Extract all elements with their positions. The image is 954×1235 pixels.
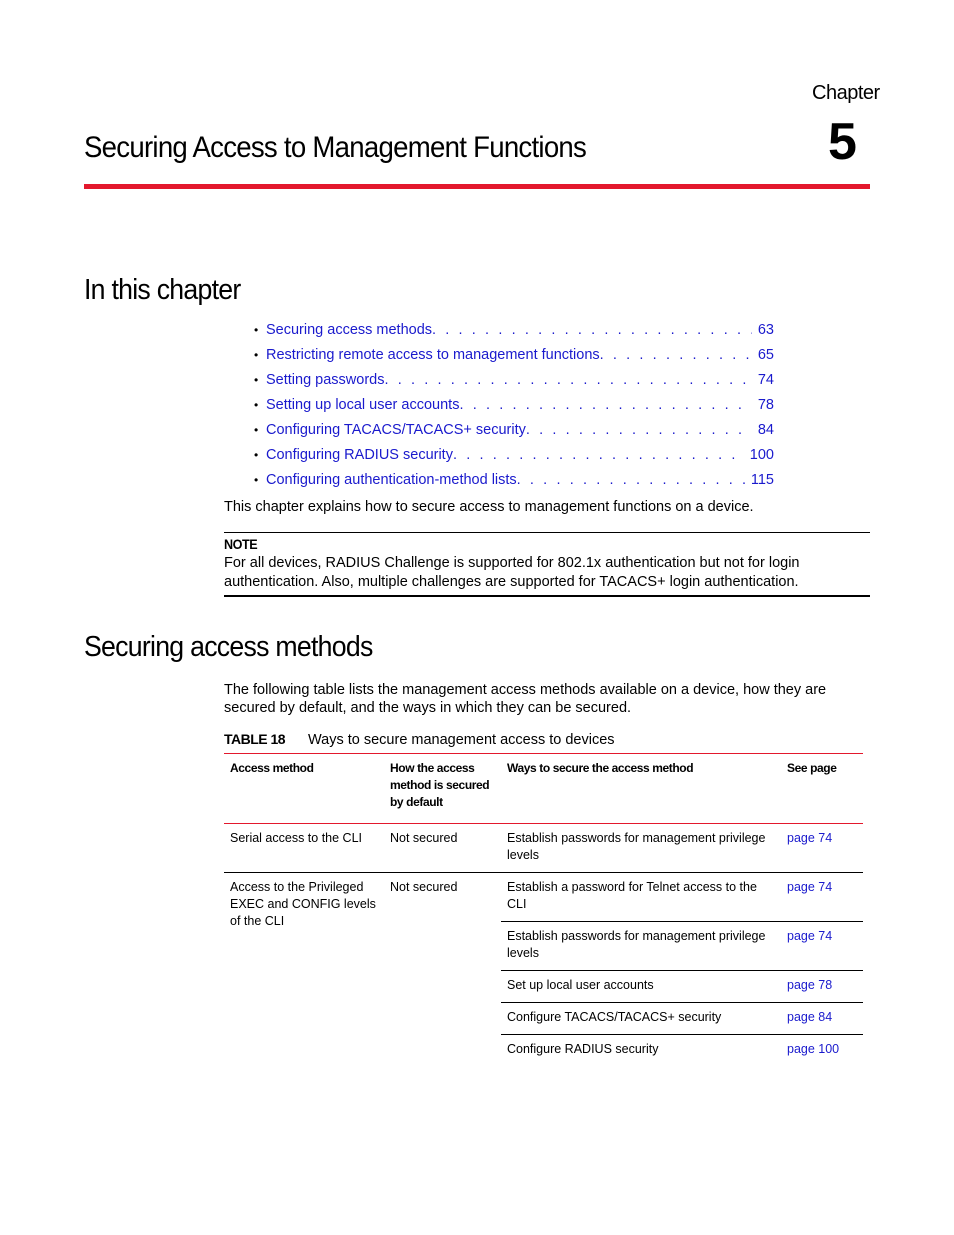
securing-access-intro: The following table lists the management access methods available on a device, how they are secured by default, and the ways in which they can be secured.: [224, 682, 827, 716]
access-methods-table: [224, 753, 863, 1066]
chapter-label: Chapter: [812, 82, 880, 104]
bullet-icon: •: [254, 423, 259, 437]
toc-item: [254, 347, 774, 372]
page-link[interactable]: page 74: [787, 929, 833, 943]
toc-link[interactable]: Securing access methods . . . 63: [266, 322, 774, 338]
bullet-icon: •: [254, 398, 259, 412]
column-header: Access method: [230, 761, 314, 775]
see-page-cell: [781, 824, 863, 873]
ways-cell: Establish passwords for management privilege levels: [501, 922, 781, 971]
table-caption: [224, 731, 615, 748]
ways-cell: Configure TACACS/TACACS+ security: [501, 1003, 781, 1035]
table-header-row: [224, 754, 863, 824]
table-row: [224, 873, 863, 922]
chapter-divider: [84, 184, 870, 189]
access-method-cell: Serial access to the CLI: [224, 824, 384, 873]
toc-link[interactable]: Restricting remote access to management functions . . . 65: [266, 347, 774, 363]
page-link[interactable]: page 100: [787, 1042, 840, 1056]
default-security-cell: Not secured: [384, 824, 501, 873]
see-page-cell: [781, 971, 863, 1003]
toc-item: [254, 372, 774, 397]
default-security-cell: Not secured: [384, 873, 501, 1067]
securing-access-heading: Securing access methods: [84, 631, 373, 663]
toc-link[interactable]: Configuring RADIUS security . . . 100: [266, 447, 774, 463]
ways-cell: Set up local user accounts: [501, 971, 781, 1003]
note-heading: NOTE: [224, 536, 258, 552]
table-row: [224, 824, 863, 873]
chapter-title: Securing Access to Management Functions: [84, 131, 587, 164]
chapter-number: 5: [828, 113, 856, 171]
bullet-icon: •: [254, 473, 259, 487]
see-page-cell: [781, 1003, 863, 1035]
column-header: How the access method is secured by default: [390, 761, 490, 809]
ways-cell: Establish a password for Telnet access to the CLI: [501, 873, 781, 922]
table-title: Ways to secure management access to devices: [308, 732, 615, 748]
toc-item: [254, 322, 774, 347]
table-number: TABLE 18: [224, 731, 286, 747]
toc-link[interactable]: Configuring TACACS/TACACS+ security . . . 84: [266, 422, 774, 438]
toc-item: [254, 422, 774, 447]
chapter-intro: This chapter explains how to secure access to management functions on a device.: [224, 499, 754, 515]
chapter-toc: [254, 322, 774, 497]
page-link[interactable]: page 74: [787, 831, 833, 845]
page-link[interactable]: page 78: [787, 978, 833, 992]
in-this-chapter-heading: In this chapter: [84, 274, 241, 306]
page-link[interactable]: page 74: [787, 880, 833, 894]
see-page-cell: [781, 873, 863, 922]
bullet-icon: •: [254, 323, 259, 337]
toc-item: [254, 397, 774, 422]
toc-item: [254, 472, 774, 497]
page-link[interactable]: page 84: [787, 1010, 833, 1024]
bullet-icon: •: [254, 448, 259, 462]
ways-cell: Establish passwords for management privilege levels: [501, 824, 781, 873]
see-page-cell: [781, 922, 863, 971]
bullet-icon: •: [254, 348, 259, 362]
access-method-cell: Access to the Privileged EXEC and CONFIG levels of the CLI: [224, 873, 384, 1067]
note-text: For all devices, RADIUS Challenge is supported for 802.1x authentication but not for login authentication. Also, multiple challenges are supported for TACACS+ login authentication.: [224, 555, 800, 590]
toc-link[interactable]: Configuring authentication-method lists . . . 115: [266, 472, 774, 488]
see-page-cell: [781, 1035, 863, 1067]
ways-cell: Configure RADIUS security: [501, 1035, 781, 1067]
toc-link[interactable]: Setting up local user accounts . . . 78: [266, 397, 774, 413]
note-box: [224, 532, 870, 597]
toc-item: [254, 447, 774, 472]
column-header: See page: [787, 761, 837, 775]
bullet-icon: •: [254, 373, 259, 387]
toc-link[interactable]: Setting passwords . . . 74: [266, 372, 774, 388]
column-header: Ways to secure the access method: [507, 761, 694, 775]
